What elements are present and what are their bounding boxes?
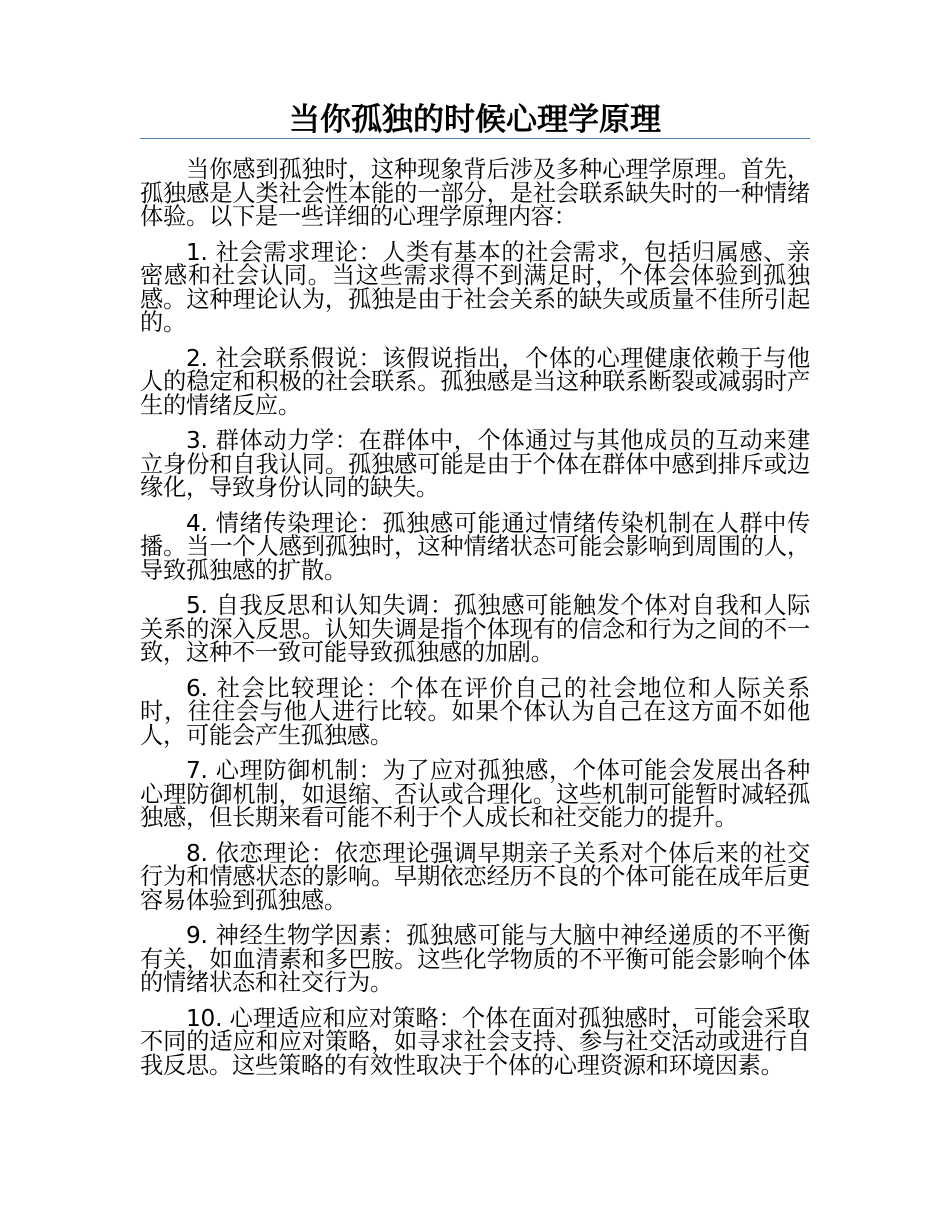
- paragraph-coping-strategies: 10. 心理适应和应对策略：个体在面对孤独感时，可能会采取不同的适应和应对策略，如寻求社会支持、参与社交活动或进行自我反思。这些策略的有效性取决于个体的心理资源和环境因素。: [140, 1004, 810, 1079]
- title-block: [140, 100, 810, 140]
- paragraph-neurobiology: 9. 神经生物学因素：孤独感可能与大脑中神经递质的不平衡有关，如血清素和多巴胺。这些化学物质的不平衡可能会影响个体的情绪状态和社交行为。: [140, 922, 810, 996]
- title-underline: [140, 138, 810, 139]
- document-body: [140, 158, 810, 1089]
- paragraph-emotional-contagion: 4. 情绪传染理论：孤独感可能通过情绪传染机制在人群中传播。当一个人感到孤独时，这种情绪状态可能会影响到周围的人，导致孤独感的扩散。: [140, 509, 810, 584]
- paragraph-social-needs-theory: 1. 社会需求理论：人类有基本的社会需求，包括归属感、亲密感和社会认同。当这些需求得不到满足时，个体会体验到孤独感。这种理论认为，孤独是由于社会关系的缺失或质量不佳所引起的。: [140, 238, 810, 336]
- intro-paragraph: 当你感到孤独时，这种现象背后涉及多种心理学原理。首先，孤独感是人类社会性本能的一部分，是社会联系缺失时的一种情绪体验。以下是一些详细的心理学原理内容：: [140, 156, 810, 230]
- paragraph-social-comparison: 6. 社会比较理论：个体在评价自己的社会地位和人际关系时，往往会与他人进行比较。如果个体认为自己在这方面不如他人，可能会产生孤独感。: [140, 674, 810, 749]
- paragraph-group-dynamics: 3. 群体动力学：在群体中，个体通过与其他成员的互动来建立身份和自我认同。孤独感可能是由于个体在群体中感到排斥或边缘化，导致身份认同的缺失。: [140, 427, 810, 501]
- paragraph-social-connection-hypothesis: 2. 社会联系假说：该假说指出，个体的心理健康依赖于与他人的稳定和积极的社会联系。孤独感是当这种联系断裂或减弱时产生的情绪反应。: [140, 344, 810, 419]
- paragraph-self-reflection: 5. 自我反思和认知失调：孤独感可能触发个体对自我和人际关系的深入反思。认知失调是指个体现有的信念和行为之间的不一致，这种不一致可能导致孤独感的加剧。: [140, 592, 810, 666]
- paragraph-attachment-theory: 8. 依恋理论：依恋理论强调早期亲子关系对个体后来的社交行为和情感状态的影响。早期依恋经历不良的个体可能在成年后更容易体验到孤独感。: [140, 839, 810, 914]
- page-title: 当你孤独的时候心理学原理: [289, 102, 661, 138]
- paragraph-defense-mechanisms: 7. 心理防御机制：为了应对孤独感，个体可能会发展出各种心理防御机制，如退缩、否认或合理化。这些机制可能暂时减轻孤独感，但长期来看可能不利于个人成长和社交能力的提升。: [140, 757, 810, 831]
